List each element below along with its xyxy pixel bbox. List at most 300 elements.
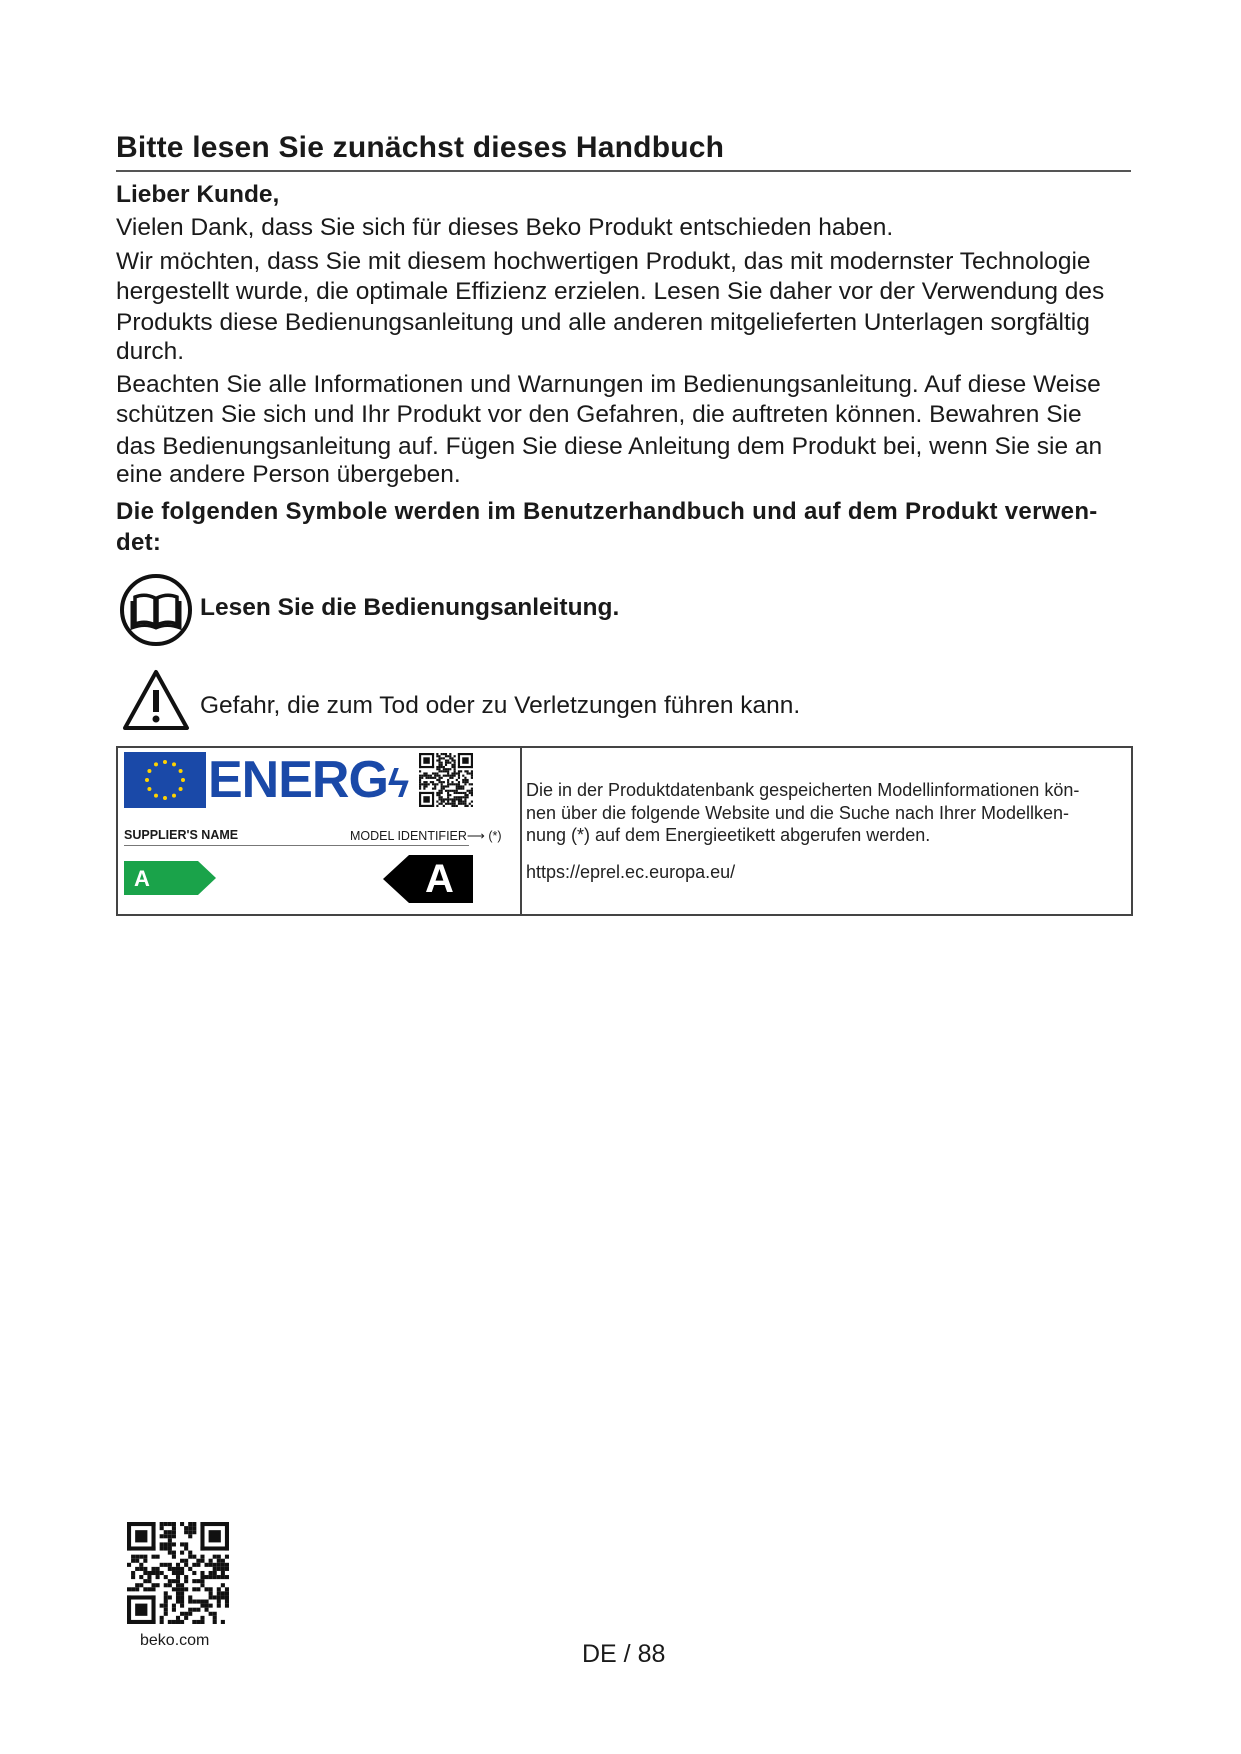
title-divider: [116, 170, 1131, 172]
qr-module: [460, 770, 462, 772]
qr-module: [164, 1600, 168, 1604]
arrow-right-icon: ⟶: [466, 829, 485, 843]
qr-module: [449, 803, 451, 805]
qr-module: [419, 781, 421, 783]
info-line: Die in der Produktdatenbank gespeicherten Modellinformationen kön-: [526, 780, 1080, 800]
qr-module: [156, 1555, 160, 1559]
qr-module: [434, 775, 436, 777]
qr-module: [471, 801, 473, 803]
qr-module: [160, 1542, 164, 1546]
qr-module: [196, 1608, 200, 1612]
qr-module: [451, 790, 453, 792]
qr-module: [172, 1608, 176, 1612]
label-divider: [124, 845, 469, 846]
qr-module: [205, 1587, 209, 1591]
qr-module: [432, 772, 434, 774]
qr-module: [458, 788, 460, 790]
qr-module: [172, 1542, 176, 1546]
qr-module: [423, 757, 429, 763]
qr-module: [135, 1559, 139, 1563]
symbols-heading: Die folgenden Symbole werden im Benutzerhandbuch und auf dem Produkt verwen-: [116, 498, 1098, 525]
qr-module: [160, 1616, 164, 1620]
qr-module: [434, 788, 436, 790]
qr-module: [168, 1542, 172, 1546]
qr-module: [454, 772, 456, 774]
qr-module: [456, 788, 458, 790]
qr-module: [423, 781, 425, 783]
qr-module: [436, 794, 438, 796]
qr-module: [445, 768, 447, 770]
qr-module: [213, 1567, 217, 1571]
qr-module: [164, 1530, 168, 1534]
qr-module: [428, 777, 430, 779]
qr-module: [164, 1591, 168, 1595]
qr-module: [139, 1563, 143, 1567]
qr-module: [164, 1575, 168, 1579]
qr-module: [217, 1559, 221, 1563]
energy-logo-text: ENERG: [208, 751, 388, 809]
paragraph-line: Vielen Dank, dass Sie sich für dieses Beko Produkt entschieden haben.: [116, 214, 894, 241]
qr-module: [172, 1579, 176, 1583]
qr-module: [449, 757, 451, 759]
qr-module: [176, 1600, 180, 1604]
qr-module: [438, 759, 440, 761]
supplier-name: SUPPLIER'S NAME: [124, 828, 239, 842]
qr-module: [180, 1591, 184, 1595]
qr-module: [458, 803, 460, 805]
qr-module: [217, 1587, 221, 1591]
qr-module: [454, 805, 456, 807]
book-icon: [119, 573, 193, 647]
qr-code-icon: [419, 752, 473, 808]
qr-module: [464, 803, 466, 805]
footer-qr-code[interactable]: [127, 1522, 229, 1624]
qr-module: [196, 1600, 200, 1604]
qr-module: [168, 1567, 172, 1571]
qr-module: [200, 1559, 204, 1563]
qr-module: [205, 1575, 209, 1579]
qr-module: [205, 1608, 209, 1612]
qr-module: [451, 764, 453, 766]
qr-module: [217, 1604, 221, 1608]
qr-module: [419, 753, 421, 768]
qr-module: [135, 1555, 139, 1559]
qr-module: [458, 775, 460, 777]
qr-module: [438, 796, 440, 798]
qr-module: [188, 1612, 192, 1616]
eu-flag: [124, 752, 206, 808]
qr-module: [425, 785, 427, 787]
qr-module: [462, 792, 464, 794]
qr-module: [156, 1583, 160, 1587]
qr-module: [221, 1559, 225, 1563]
box-divider: [520, 748, 522, 914]
qr-module: [430, 777, 432, 779]
qr-module: [217, 1555, 221, 1559]
qr-module: [432, 753, 434, 768]
paragraph-line: hergestellt wurde, die optimale Effizienz erzielen. Lesen Sie daher vor der Verwendung des: [116, 278, 1105, 305]
qr-module: [443, 801, 445, 803]
qr-module: [469, 803, 471, 805]
qr-module: [438, 768, 440, 770]
qr-module: [172, 1587, 176, 1591]
qr-module: [456, 790, 458, 792]
qr-module: [200, 1522, 204, 1551]
qr-module: [156, 1567, 160, 1571]
asterisk-note: (*): [488, 829, 502, 843]
qr-module: [425, 783, 427, 785]
qr-module: [467, 772, 469, 774]
qr-module: [467, 779, 469, 781]
eu-star: [163, 796, 167, 800]
paragraph-line: Beachten Sie alle Informationen und Warnungen im Bedienungsanleitung. Auf diese Weise: [116, 371, 1101, 398]
qr-module: [147, 1571, 151, 1575]
qr-module: [454, 801, 456, 803]
qr-module: [441, 770, 443, 772]
qr-module: [419, 785, 421, 787]
qr-module: [447, 785, 449, 787]
qr-module: [160, 1571, 164, 1575]
qr-module: [180, 1542, 184, 1546]
qr-module: [205, 1604, 209, 1608]
qr-module: [139, 1575, 143, 1579]
qr-module: [200, 1600, 204, 1604]
qr-module: [421, 783, 423, 785]
qr-module: [445, 753, 447, 755]
qr-module: [180, 1522, 184, 1526]
qr-module: [164, 1583, 168, 1587]
energy-scale-class: A: [134, 866, 150, 891]
qr-module: [434, 785, 436, 787]
qr-module: [217, 1575, 221, 1579]
qr-module: [438, 803, 440, 805]
qr-module: [445, 798, 447, 800]
qr-module: [471, 783, 473, 785]
qr-module: [180, 1587, 184, 1591]
qr-module: [156, 1571, 160, 1575]
qr-module: [192, 1571, 196, 1575]
qr-module: [164, 1612, 168, 1616]
eu-star: [147, 769, 151, 773]
qr-module: [172, 1551, 176, 1555]
qr-module: [447, 770, 449, 772]
qr-module: [464, 792, 466, 794]
qr-module: [176, 1579, 180, 1583]
qr-module: [164, 1534, 168, 1538]
qr-module: [196, 1579, 200, 1583]
qr-module: [462, 796, 464, 798]
qr-module: [454, 792, 456, 794]
qr-module: [441, 764, 443, 766]
qr-module: [176, 1583, 180, 1587]
qr-module: [419, 805, 434, 807]
qr-module: [196, 1563, 200, 1567]
qr-module: [200, 1555, 204, 1559]
qr-module: [160, 1546, 164, 1550]
qr-module: [428, 775, 430, 777]
qr-module: [449, 755, 451, 757]
qr-module: [421, 777, 423, 779]
qr-module: [445, 775, 447, 777]
qr-module: [434, 783, 436, 785]
energy-label-box: [116, 746, 1133, 916]
qr-module: [449, 794, 451, 796]
qr-module: [425, 781, 427, 783]
qr-module: [471, 770, 473, 772]
qr-module: [172, 1530, 176, 1534]
qr-module: [127, 1522, 131, 1551]
qr-module: [209, 1559, 213, 1563]
qr-module: [168, 1538, 172, 1542]
qr-module: [209, 1530, 221, 1542]
qr-module: [168, 1620, 172, 1624]
eu-stars-icon: [124, 752, 206, 808]
qr-module: [464, 798, 466, 800]
qr-module: [445, 785, 447, 787]
qr-module: [456, 796, 458, 798]
qr-module: [441, 801, 443, 803]
qr-module: [454, 755, 456, 757]
qr-module: [221, 1620, 225, 1624]
qr-module: [469, 792, 471, 794]
qr-module: [184, 1546, 188, 1550]
qr-module: [131, 1571, 135, 1575]
qr-module: [143, 1571, 147, 1575]
qr-module: [438, 781, 440, 783]
qr-module: [471, 777, 473, 779]
qr-module: [438, 764, 440, 766]
qr-module: [447, 794, 449, 796]
qr-module: [127, 1522, 156, 1526]
qr-module: [458, 766, 473, 768]
qr-module: [458, 753, 473, 755]
qr-module: [451, 777, 453, 779]
qr-module: [428, 783, 430, 785]
qr-module: [213, 1555, 217, 1559]
qr-module: [221, 1583, 225, 1587]
qr-module: [225, 1587, 229, 1591]
qr-module: [467, 805, 469, 807]
qr-module: [176, 1571, 180, 1575]
qr-module: [184, 1612, 188, 1616]
qr-module: [441, 785, 443, 787]
qr-module: [441, 798, 443, 800]
qr-module: [438, 792, 440, 794]
qr-module: [221, 1575, 225, 1579]
qr-module: [172, 1534, 176, 1538]
qr-module: [445, 790, 447, 792]
qr-module: [200, 1522, 229, 1526]
qr-module: [139, 1555, 143, 1559]
qr-module: [184, 1587, 188, 1591]
qr-module: [438, 777, 440, 779]
qr-module: [135, 1604, 147, 1616]
qr-module: [419, 779, 421, 781]
qr-module: [143, 1559, 147, 1563]
qr-module: [180, 1612, 184, 1616]
eu-star: [145, 778, 149, 782]
qr-module: [168, 1551, 172, 1555]
qr-module: [443, 775, 445, 777]
qr-module: [180, 1567, 184, 1571]
qr-module: [458, 798, 460, 800]
qr-module: [436, 766, 438, 768]
qr-module: [454, 775, 456, 777]
eprel-link[interactable]: https://eprel.ec.europa.eu/: [526, 862, 736, 882]
qr-module: [131, 1555, 135, 1559]
qr-module: [209, 1571, 213, 1575]
qr-module: [467, 794, 469, 796]
qr-module: [432, 777, 434, 779]
qr-module: [213, 1616, 217, 1620]
warning-icon: [121, 668, 191, 732]
qr-module: [458, 772, 460, 774]
symbol-text-read-manual: Lesen Sie die Bedienungsanleitung.: [200, 594, 620, 621]
qr-module: [447, 792, 449, 794]
qr-module: [430, 781, 432, 783]
qr-module: [164, 1608, 168, 1612]
greeting: Lieber Kunde,: [116, 181, 280, 208]
qr-module: [449, 777, 451, 779]
qr-module: [438, 798, 440, 800]
qr-module: [445, 755, 447, 757]
qr-module: [443, 753, 445, 755]
qr-module: [451, 781, 453, 783]
qr-module: [454, 803, 456, 805]
qr-module: [438, 766, 440, 768]
qr-module: [458, 781, 460, 783]
qr-module: [209, 1587, 213, 1591]
qr-module: [471, 792, 473, 794]
qr-module: [147, 1579, 151, 1583]
qr-module: [462, 788, 464, 790]
qr-module: [225, 1522, 229, 1551]
qr-module: [209, 1563, 213, 1567]
qr-module: [460, 788, 462, 790]
qr-module: [438, 790, 440, 792]
qr-module: [456, 783, 458, 785]
qr-module: [454, 762, 456, 764]
qr-module: [458, 753, 460, 768]
qr-module: [462, 801, 464, 803]
qr-module: [127, 1563, 131, 1567]
paragraph-line: durch.: [116, 338, 185, 365]
qr-module: [443, 770, 445, 772]
eu-star: [172, 794, 176, 798]
qr-module: [436, 779, 438, 781]
qr-module: [441, 792, 443, 794]
qr-module: [160, 1534, 164, 1538]
qr-module: [443, 781, 445, 783]
qr-module: [438, 779, 440, 781]
qr-module: [192, 1563, 196, 1567]
qr-module: [164, 1604, 168, 1608]
website-label: beko.com: [140, 1632, 210, 1649]
qr-module: [436, 801, 438, 803]
qr-module: [436, 783, 438, 785]
qr-module: [458, 792, 460, 794]
qr-module: [172, 1620, 176, 1624]
qr-module: [447, 803, 449, 805]
paragraph-line: das Bedienungsanleitung auf. Fügen Sie diese Anleitung dem Produkt bei, wenn Sie sie an: [116, 433, 1103, 460]
qr-module: [464, 805, 466, 807]
qr-module: [471, 775, 473, 777]
qr-module: [443, 768, 445, 770]
eu-star: [154, 762, 158, 766]
qr-module: [454, 766, 456, 768]
qr-module: [462, 757, 468, 763]
qr-module: [147, 1587, 151, 1591]
qr-module: [192, 1579, 196, 1583]
qr-module: [445, 759, 447, 761]
qr-module: [458, 770, 460, 772]
eu-star: [147, 787, 151, 791]
qr-module: [127, 1546, 156, 1550]
qr-module: [451, 757, 453, 759]
qr-module: [172, 1571, 176, 1575]
qr-module: [425, 772, 427, 774]
qr-module: [436, 805, 438, 807]
qr-module: [447, 772, 449, 774]
qr-module: [454, 759, 456, 761]
qr-module: [172, 1604, 176, 1608]
qr-module: [164, 1595, 168, 1599]
qr-module: [131, 1587, 135, 1591]
qr-module: [454, 783, 456, 785]
paragraph-line: Wir möchten, dass Sie mit diesem hochwertigen Produkt, das mit modernster Technologie: [116, 248, 1091, 275]
qr-module: [184, 1530, 188, 1534]
qr-module: [160, 1620, 164, 1624]
qr-module: [441, 790, 443, 792]
qr-module: [441, 781, 443, 783]
qr-module: [445, 762, 447, 764]
qr-module: [462, 785, 464, 787]
model-identifier: [350, 828, 502, 843]
qr-module: [438, 755, 440, 757]
qr-module: [436, 772, 438, 774]
qr-module: [464, 770, 466, 772]
qr-module: [443, 798, 445, 800]
qr-module: [419, 777, 421, 779]
qr-module: [445, 803, 447, 805]
qr-module: [451, 775, 453, 777]
qr-module: [447, 768, 449, 770]
qr-module: [188, 1567, 192, 1571]
qr-module: [460, 796, 462, 798]
qr-module: [460, 798, 462, 800]
qr-module: [192, 1620, 196, 1624]
qr-module: [160, 1526, 164, 1530]
qr-module: [456, 779, 458, 781]
qr-module: [151, 1555, 155, 1559]
qr-module: [451, 783, 453, 785]
qr-module: [462, 775, 464, 777]
qr-module: [447, 801, 449, 803]
qr-module: [419, 788, 421, 790]
qr-module: [419, 770, 421, 772]
qr-module: [200, 1620, 204, 1624]
qr-module: [445, 764, 447, 766]
qr-module: [200, 1583, 204, 1587]
qr-module: [447, 755, 449, 757]
qr-module: [436, 775, 438, 777]
qr-module: [180, 1604, 184, 1608]
qr-module: [180, 1559, 184, 1563]
qr-module: [188, 1608, 192, 1612]
qr-module: [176, 1620, 180, 1624]
qr-module: [192, 1600, 196, 1604]
info-line: nung (*) auf dem Energieetikett abgerufen werden.: [526, 825, 931, 845]
